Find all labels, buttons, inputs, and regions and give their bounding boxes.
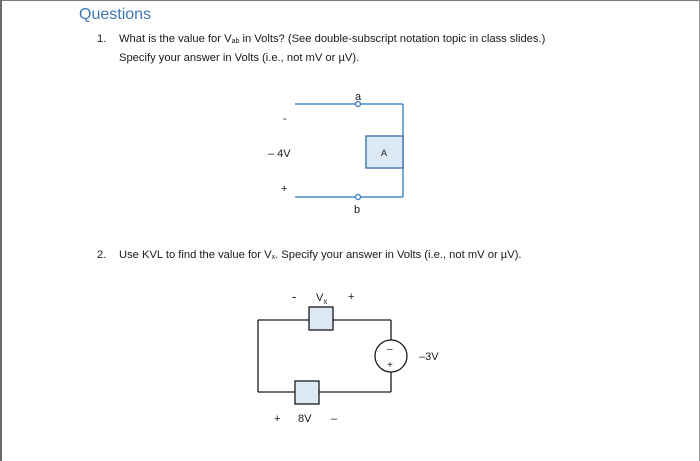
circuit-2-bottom-minus: –	[331, 413, 338, 425]
circuit-2-top-resistor	[309, 307, 333, 330]
circuit-1-node-b	[356, 195, 361, 200]
question-2-text-start: Use KVL to find the value for V	[119, 249, 272, 261]
question-1-subscript: ab	[231, 38, 240, 45]
circuit-2-bottom-plus: +	[274, 413, 281, 425]
circuit-1-minus: -	[283, 113, 287, 125]
circuit-2-vx-label	[316, 292, 327, 306]
question-1-text-start: What is the value for V	[119, 33, 232, 45]
question-2-number: 2.	[97, 249, 107, 261]
question-2-text-end: . Specify your answer in Volts (i.e., not mV or µV).	[275, 249, 522, 261]
page-title: Questions	[79, 6, 152, 23]
circuit-1-source-label: – 4V	[268, 148, 291, 160]
circuit-2-vx-letter: V	[316, 292, 324, 304]
circuit-1-node-b-label: b	[354, 204, 361, 216]
question-1-number: 1.	[97, 33, 107, 45]
circuit-2-vx-subscript: x	[323, 297, 328, 306]
circuit-2-vx-minus: -	[292, 289, 297, 304]
circuit-2-source-minus: –	[387, 344, 393, 355]
question-1-text-end: in Volts? (See double-subscript notation topic in class slides.)	[239, 33, 546, 45]
circuit-1-plus: +	[281, 183, 288, 195]
circuit-2-vx-plus: +	[348, 291, 355, 303]
circuit-2-bottom-resistor	[295, 381, 319, 404]
circuit-1-box-label: A	[381, 148, 388, 158]
question-1-line-2: Specify your answer in Volts (i.e., not mV or µV).	[119, 52, 360, 64]
circuit-2-diagram	[258, 307, 407, 404]
circuit-2-bottom-label: 8V	[298, 413, 312, 425]
circuit-2-source-plus: +	[387, 360, 393, 371]
circuit-1-node-a-label: a	[355, 91, 362, 103]
circuit-2-source-label: –3V	[419, 351, 439, 363]
question-2-subscript: x	[271, 254, 276, 261]
